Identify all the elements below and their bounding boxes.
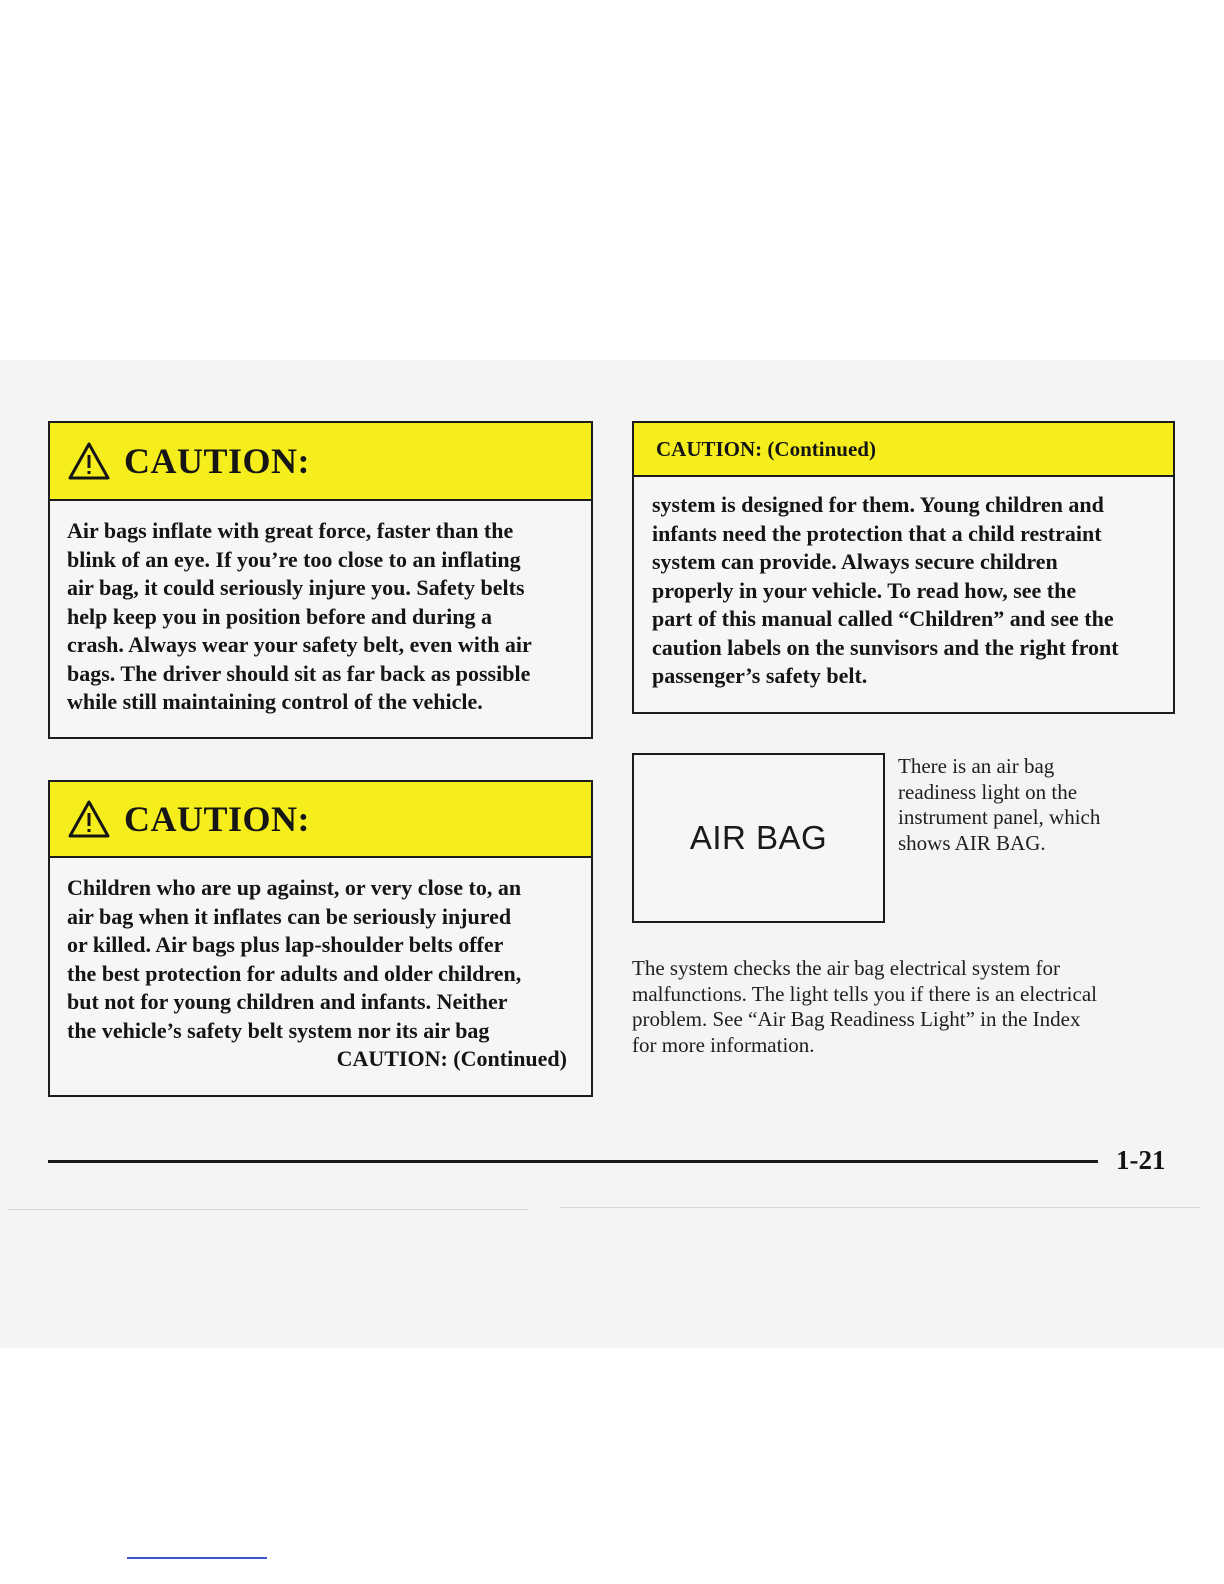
paragraph-line: malfunctions. The light tells you if there is an electrical: [632, 981, 1097, 1006]
warning-triangle-icon: [68, 442, 110, 480]
caution-line: Children who are up against, or very close to, an: [67, 875, 522, 900]
caution-line: bags. The driver should sit as far back as possible: [67, 660, 531, 686]
caution-continued-title: CAUTION: (Continued): [656, 436, 876, 461]
caution-line: air bag when it inflates can be seriously injured: [67, 903, 512, 929]
caution-line: help keep you in position before and during a: [67, 603, 493, 629]
scan-divider: [560, 1207, 1200, 1208]
caution-text: [50, 858, 591, 1045]
caution-box-inflation: [48, 421, 593, 739]
footer-rule: [48, 1160, 1098, 1163]
caution-line: part of this manual called “Children” and see the: [652, 606, 1114, 631]
description-line: readiness light on the: [898, 779, 1078, 804]
page-number: 1-21: [1116, 1145, 1166, 1175]
caution-box-continued: [632, 421, 1175, 714]
caution-line: air bag, it could seriously injure you. Safety belts: [67, 575, 525, 600]
indicator-description: [898, 754, 1100, 856]
caution-line: system is designed for them. Young children and: [652, 492, 1104, 517]
paragraph-line: for more information.: [632, 1032, 815, 1057]
caution-header: [50, 423, 591, 501]
paragraph-line: The system checks the air bag electrical system for: [632, 956, 1060, 980]
description-line: shows AIR BAG.: [898, 830, 1046, 855]
airbag-indicator-illustration: [632, 753, 885, 923]
caution-line: while still maintaining control of the vehicle.: [67, 689, 483, 714]
caution-text: [50, 501, 591, 717]
caution-title: CAUTION:: [124, 799, 311, 839]
scan-divider: [8, 1209, 528, 1210]
caution-line: system can provide. Always secure children: [652, 549, 1058, 574]
caution-box-children: [48, 780, 593, 1097]
bottom-underline: [127, 1557, 267, 1559]
warning-triangle-icon: [68, 800, 110, 838]
caution-header: [50, 782, 591, 858]
caution-line: the vehicle’s safety belt system nor its air bag: [67, 1017, 490, 1043]
airbag-indicator-label: AIR BAG: [689, 819, 828, 856]
caution-line: or killed. Air bags plus lap-shoulder belts offer: [67, 932, 504, 957]
caution-header: [634, 423, 1173, 477]
caution-line: infants need the protection that a child restraint: [652, 520, 1102, 546]
caution-text: [634, 477, 1173, 691]
description-line: instrument panel, which: [898, 805, 1101, 829]
body-paragraph: [632, 956, 1097, 1058]
caution-line: but not for young children and infants. Neither: [67, 989, 508, 1014]
description-line: There is an air bag: [898, 754, 1055, 778]
caution-line: Air bags inflate with great force, faster than the: [67, 518, 514, 543]
caution-line: caution labels on the sunvisors and the right front: [652, 634, 1119, 660]
caution-line: passenger’s safety belt.: [652, 663, 868, 688]
paragraph-line: problem. See “Air Bag Readiness Light” in the Index: [632, 1007, 1081, 1031]
caution-line: blink of an eye. If you’re too close to an inflating: [67, 546, 521, 572]
caution-line: the best protection for adults and older children,: [67, 960, 522, 986]
caution-line: properly in your vehicle. To read how, see the: [652, 577, 1077, 603]
caution-continued-label: CAUTION: (Continued): [336, 1046, 567, 1071]
caution-line: crash. Always wear your safety belt, even with air: [67, 632, 532, 657]
caution-title: CAUTION:: [124, 441, 311, 481]
